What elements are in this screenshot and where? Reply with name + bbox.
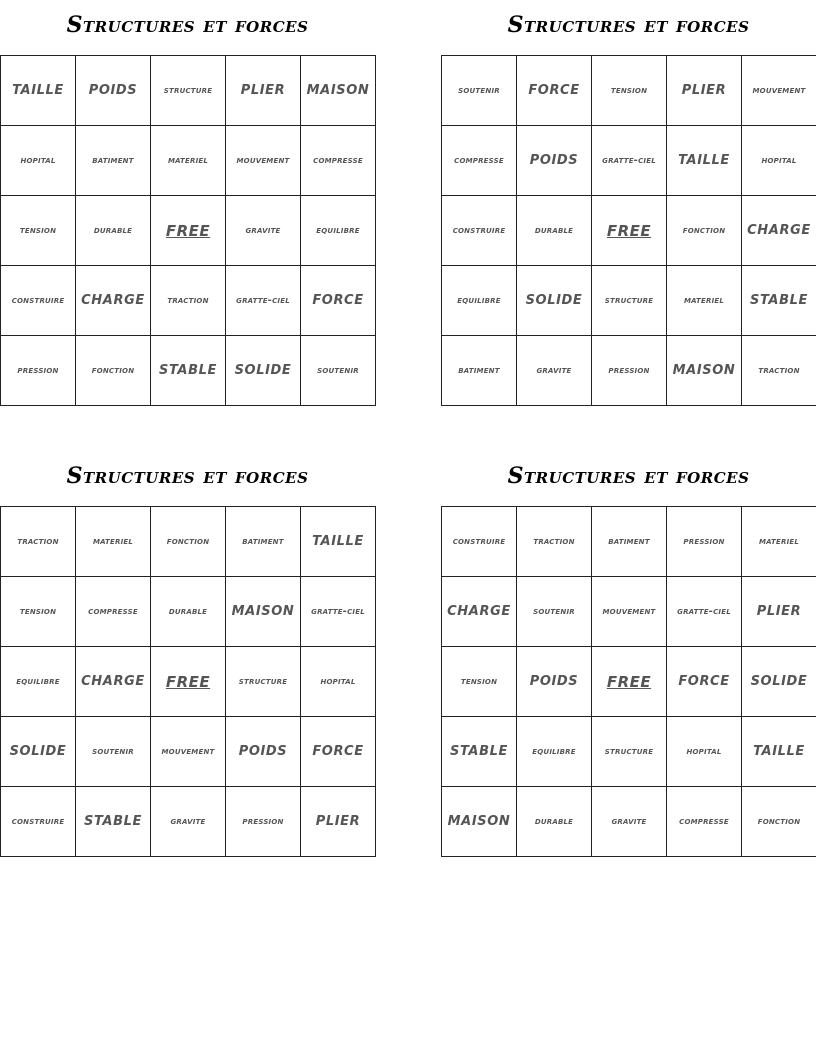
bingo-cell: POIDS xyxy=(517,126,592,196)
bingo-cell: tension xyxy=(592,56,667,126)
bingo-cell: CHARGE xyxy=(76,647,151,717)
bingo-cell: PLIER xyxy=(742,577,816,647)
bingo-cell: TAILLE xyxy=(301,507,376,577)
card-title: Structures et forces xyxy=(66,12,309,38)
bingo-cell: soutenir xyxy=(76,717,151,787)
card-title: Structures et forces xyxy=(507,463,750,489)
bingo-cell: construire xyxy=(442,196,517,266)
bingo-cell: mouvement xyxy=(226,126,301,196)
bingo-cell: MAISON xyxy=(301,56,376,126)
bingo-cell: construire xyxy=(442,507,517,577)
bingo-cell: PLIER xyxy=(667,56,742,126)
bingo-cell: materiel xyxy=(151,126,226,196)
bingo-cell: TAILLE xyxy=(1,56,76,126)
bingo-cell: tension xyxy=(442,647,517,717)
bingo-cell: SOLIDE xyxy=(226,336,301,406)
bingo-cell: CHARGE xyxy=(442,577,517,647)
bingo-cell: structure xyxy=(226,647,301,717)
bingo-cell: materiel xyxy=(76,507,151,577)
bingo-cell: pression xyxy=(592,336,667,406)
free-space-cell: FREE xyxy=(151,196,226,266)
bingo-cell: materiel xyxy=(667,266,742,336)
bingo-cell: equilibre xyxy=(1,647,76,717)
free-space-cell: FREE xyxy=(592,647,667,717)
bingo-cell: batiment xyxy=(442,336,517,406)
bingo-cell: STABLE xyxy=(742,266,816,336)
bingo-cell: TAILLE xyxy=(667,126,742,196)
bingo-cell: POIDS xyxy=(76,56,151,126)
bingo-cell: compresse xyxy=(76,577,151,647)
bingo-cell: gravite xyxy=(592,787,667,857)
bingo-cell: construire xyxy=(1,266,76,336)
bingo-cell: MAISON xyxy=(226,577,301,647)
bingo-cell: STABLE xyxy=(442,717,517,787)
bingo-cell: POIDS xyxy=(226,717,301,787)
bingo-cell: compresse xyxy=(442,126,517,196)
bingo-cell: mouvement xyxy=(742,56,816,126)
card-title: Structures et forces xyxy=(507,12,750,38)
bingo-cell: structure xyxy=(592,717,667,787)
bingo-grid xyxy=(0,55,376,406)
bingo-cell: MAISON xyxy=(667,336,742,406)
bingo-cell: FORCE xyxy=(517,56,592,126)
bingo-cell: PLIER xyxy=(301,787,376,857)
bingo-cell: MAISON xyxy=(442,787,517,857)
bingo-grid xyxy=(441,506,816,857)
bingo-cell: durable xyxy=(151,577,226,647)
bingo-cell: STABLE xyxy=(151,336,226,406)
bingo-cell: soutenir xyxy=(442,56,517,126)
bingo-cell: tension xyxy=(1,577,76,647)
bingo-cell: fonction xyxy=(742,787,816,857)
free-space-cell: FREE xyxy=(592,196,667,266)
bingo-cell: compresse xyxy=(667,787,742,857)
bingo-cell: equilibre xyxy=(301,196,376,266)
free-space-cell: FREE xyxy=(151,647,226,717)
bingo-cell: traction xyxy=(151,266,226,336)
bingo-cell: soutenir xyxy=(301,336,376,406)
bingo-cell: pression xyxy=(667,507,742,577)
bingo-cell: SOLIDE xyxy=(517,266,592,336)
bingo-cell: STABLE xyxy=(76,787,151,857)
bingo-cell: durable xyxy=(517,787,592,857)
bingo-cell: gravite xyxy=(517,336,592,406)
bingo-cell: PLIER xyxy=(226,56,301,126)
bingo-cell: gratte-ciel xyxy=(667,577,742,647)
bingo-cell: materiel xyxy=(742,507,816,577)
bingo-cell: mouvement xyxy=(151,717,226,787)
card-title: Structures et forces xyxy=(66,463,309,489)
bingo-cell: fonction xyxy=(151,507,226,577)
bingo-cell: gratte-ciel xyxy=(226,266,301,336)
bingo-cell: FORCE xyxy=(301,717,376,787)
bingo-cell: traction xyxy=(517,507,592,577)
bingo-cell: durable xyxy=(517,196,592,266)
bingo-cell: gratte-ciel xyxy=(301,577,376,647)
bingo-cell: compresse xyxy=(301,126,376,196)
bingo-cell: mouvement xyxy=(592,577,667,647)
bingo-cell: durable xyxy=(76,196,151,266)
bingo-cell: batiment xyxy=(592,507,667,577)
bingo-cell: equilibre xyxy=(442,266,517,336)
bingo-cell: FORCE xyxy=(301,266,376,336)
bingo-cell: hopital xyxy=(742,126,816,196)
bingo-cell: traction xyxy=(742,336,816,406)
bingo-cell: equilibre xyxy=(517,717,592,787)
bingo-cell: FORCE xyxy=(667,647,742,717)
bingo-cell: traction xyxy=(1,507,76,577)
bingo-cell: structure xyxy=(592,266,667,336)
bingo-cell: batiment xyxy=(226,507,301,577)
bingo-cell: pression xyxy=(226,787,301,857)
bingo-cell: CHARGE xyxy=(742,196,816,266)
bingo-cell: tension xyxy=(1,196,76,266)
bingo-cell: SOLIDE xyxy=(742,647,816,717)
bingo-cell: hopital xyxy=(1,126,76,196)
bingo-cell: SOLIDE xyxy=(1,717,76,787)
bingo-cell: pression xyxy=(1,336,76,406)
bingo-cell: gravite xyxy=(151,787,226,857)
bingo-cell: CHARGE xyxy=(76,266,151,336)
bingo-cell: TAILLE xyxy=(742,717,816,787)
bingo-cell: structure xyxy=(151,56,226,126)
bingo-grid xyxy=(441,55,816,406)
bingo-cell: POIDS xyxy=(517,647,592,717)
bingo-cell: soutenir xyxy=(517,577,592,647)
bingo-cell: gratte-ciel xyxy=(592,126,667,196)
bingo-cell: gravite xyxy=(226,196,301,266)
bingo-cell: batiment xyxy=(76,126,151,196)
bingo-cell: fonction xyxy=(667,196,742,266)
bingo-grid xyxy=(0,506,376,857)
bingo-cell: hopital xyxy=(667,717,742,787)
bingo-cell: fonction xyxy=(76,336,151,406)
bingo-cell: hopital xyxy=(301,647,376,717)
bingo-cell: construire xyxy=(1,787,76,857)
